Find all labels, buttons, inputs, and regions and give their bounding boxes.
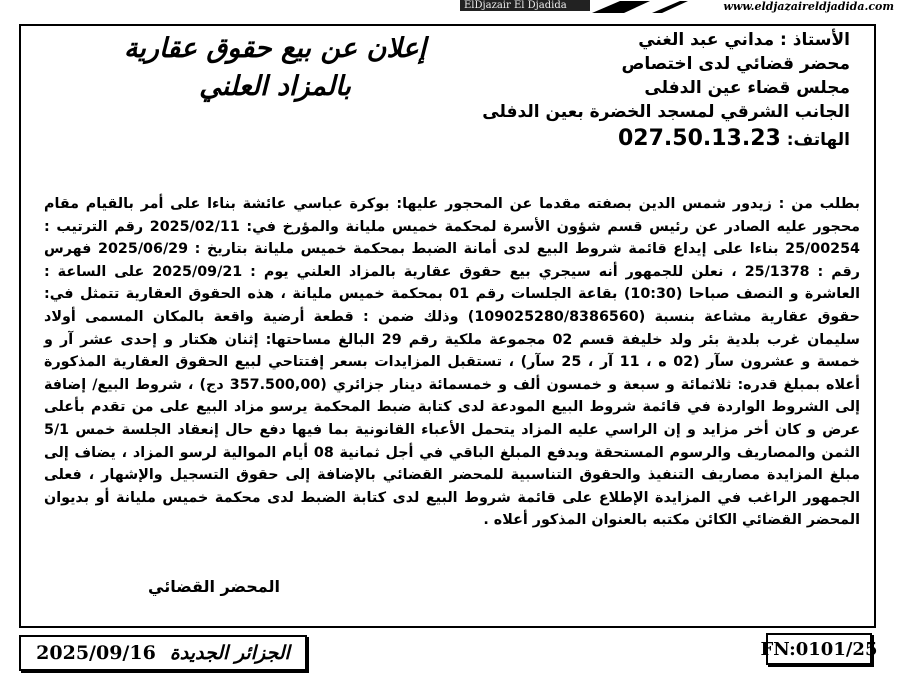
bailiff-phone-line (470, 127, 850, 152)
footer-file-number (760, 633, 878, 665)
phone-number: 027.50.13.23 (617, 126, 781, 151)
announcement-paragraph: بطلب من : زيدور شمس الدين بصفته مقدما عن المحجور عليها: بوكرة عباسي عائشة بناءا على أمر بالقيام مقام محجور عليه الصادر عن رئيس قسم شؤون الأسرة لمحكمة خميس مليانة والمؤرخ في: 2025/02/11 رقم الترتيب : 25/00254 بناءا على إيداع قائمة شروط البيع لدى أمانة الضبط بمحكمة خميس مليانة بتاريخ : 2025/06/29 فهرس رقم : 25/1378 ، نعلن للجمهور أنه سيجري بيع حقوق عقارية بالمزاد العلني يوم : 2025/09/21 على الساعة : العاشرة و النصف صباحا (10:30) بقاعة الجلسات رقم 01 بمحكمة خميس مليانة ، هذه الحقوق العقارية تتمثل في: حقوق عقارية مشاعة بنسبة (109025280/8386560) وذلك ضمن : قطعة أرضية واقعة بالمكان المسمى أولاد سليمان غرب بلدية بئر ولد خليفة قسم 02 مجموعة ملكية رقم 29 البالغ مساحتها: إثنان هكتار و إحدى عشر آر و خمسة و عشرون سآر (02 ه ، 11 آر ، 25 سآر) ، تستقبل المزايدات بسعر إفتتاحي لبيع الحقوق العقارية المذكورة أعلاه بمبلغ قدره: ثلاثمائة و سبعة و خمسون ألف و خمسمائة دينار جزائري (357.500,00 دج) ، شروط البيع/ إضافة إلى الشروط الواردة في قائمة شروط البيع المودعة لدى كتابة ضبط المحكمة يرسو مزاد البيع على من تقدم بأعلى عرض و كان أخر مزايد و إن الراسي عليه المزاد يتحمل الأعباء القانونية بما فيها دفع حال إنعقاد الجلسة خمس 5/1 الثمن والمصاريف والرسوم المستحقة ويدفع المبلغ الباقي في أجل ثمانية 08 أيام الموالية لرسو المزاد ، يضاف إلى مبلغ المزايدة مصاريف التنفيذ والحقوق التناسبية للمحضر القضائي بالإضافة إلى حقوق التسجيل والإشهار ، فعلى الجمهور الراغب في المزايدة الإطلاع على قائمة شروط البيع لدى كتابة الضبط لدى محكمة خميس مليانة أو بديوان المحضر القضائي الكائن مكتبه بالعنوان المذكور أعلاه . (44, 196, 861, 529)
newspaper-name: الجزائر الجديدة (169, 642, 290, 664)
bailiff-header (470, 28, 850, 152)
bailiff-court: مجلس قضاء عين الدفلى (644, 78, 850, 98)
masthead-url: www.eldjazaireldjadida.com (723, 0, 894, 13)
masthead-strip (0, 0, 898, 16)
bailiff-address: الجانب الشرقي لمسجد الخضرة بعين الدفلى (482, 102, 850, 122)
bailiff-role: محضر قضائي لدى اختصاص (621, 54, 850, 74)
masthead-brand: ElDjazair El Djadida (460, 0, 590, 11)
title-line-2: بالمزاد العلني (199, 71, 351, 102)
masthead-swoosh-icon (590, 0, 690, 14)
title-line-1: إعلان عن بيع حقوق عقارية (123, 33, 427, 64)
bailiff-name: الأستاذ : مداني عبد الغني (638, 30, 850, 50)
phone-label: الهاتف: (786, 130, 850, 150)
announcement-body (44, 193, 860, 532)
announcement-title (95, 30, 455, 106)
footer-publication (19, 635, 307, 671)
file-number: FN:0101/25 (760, 638, 878, 660)
signature: المحضر القضائي (148, 577, 281, 596)
publication-date: 2025/09/16 (36, 642, 156, 664)
